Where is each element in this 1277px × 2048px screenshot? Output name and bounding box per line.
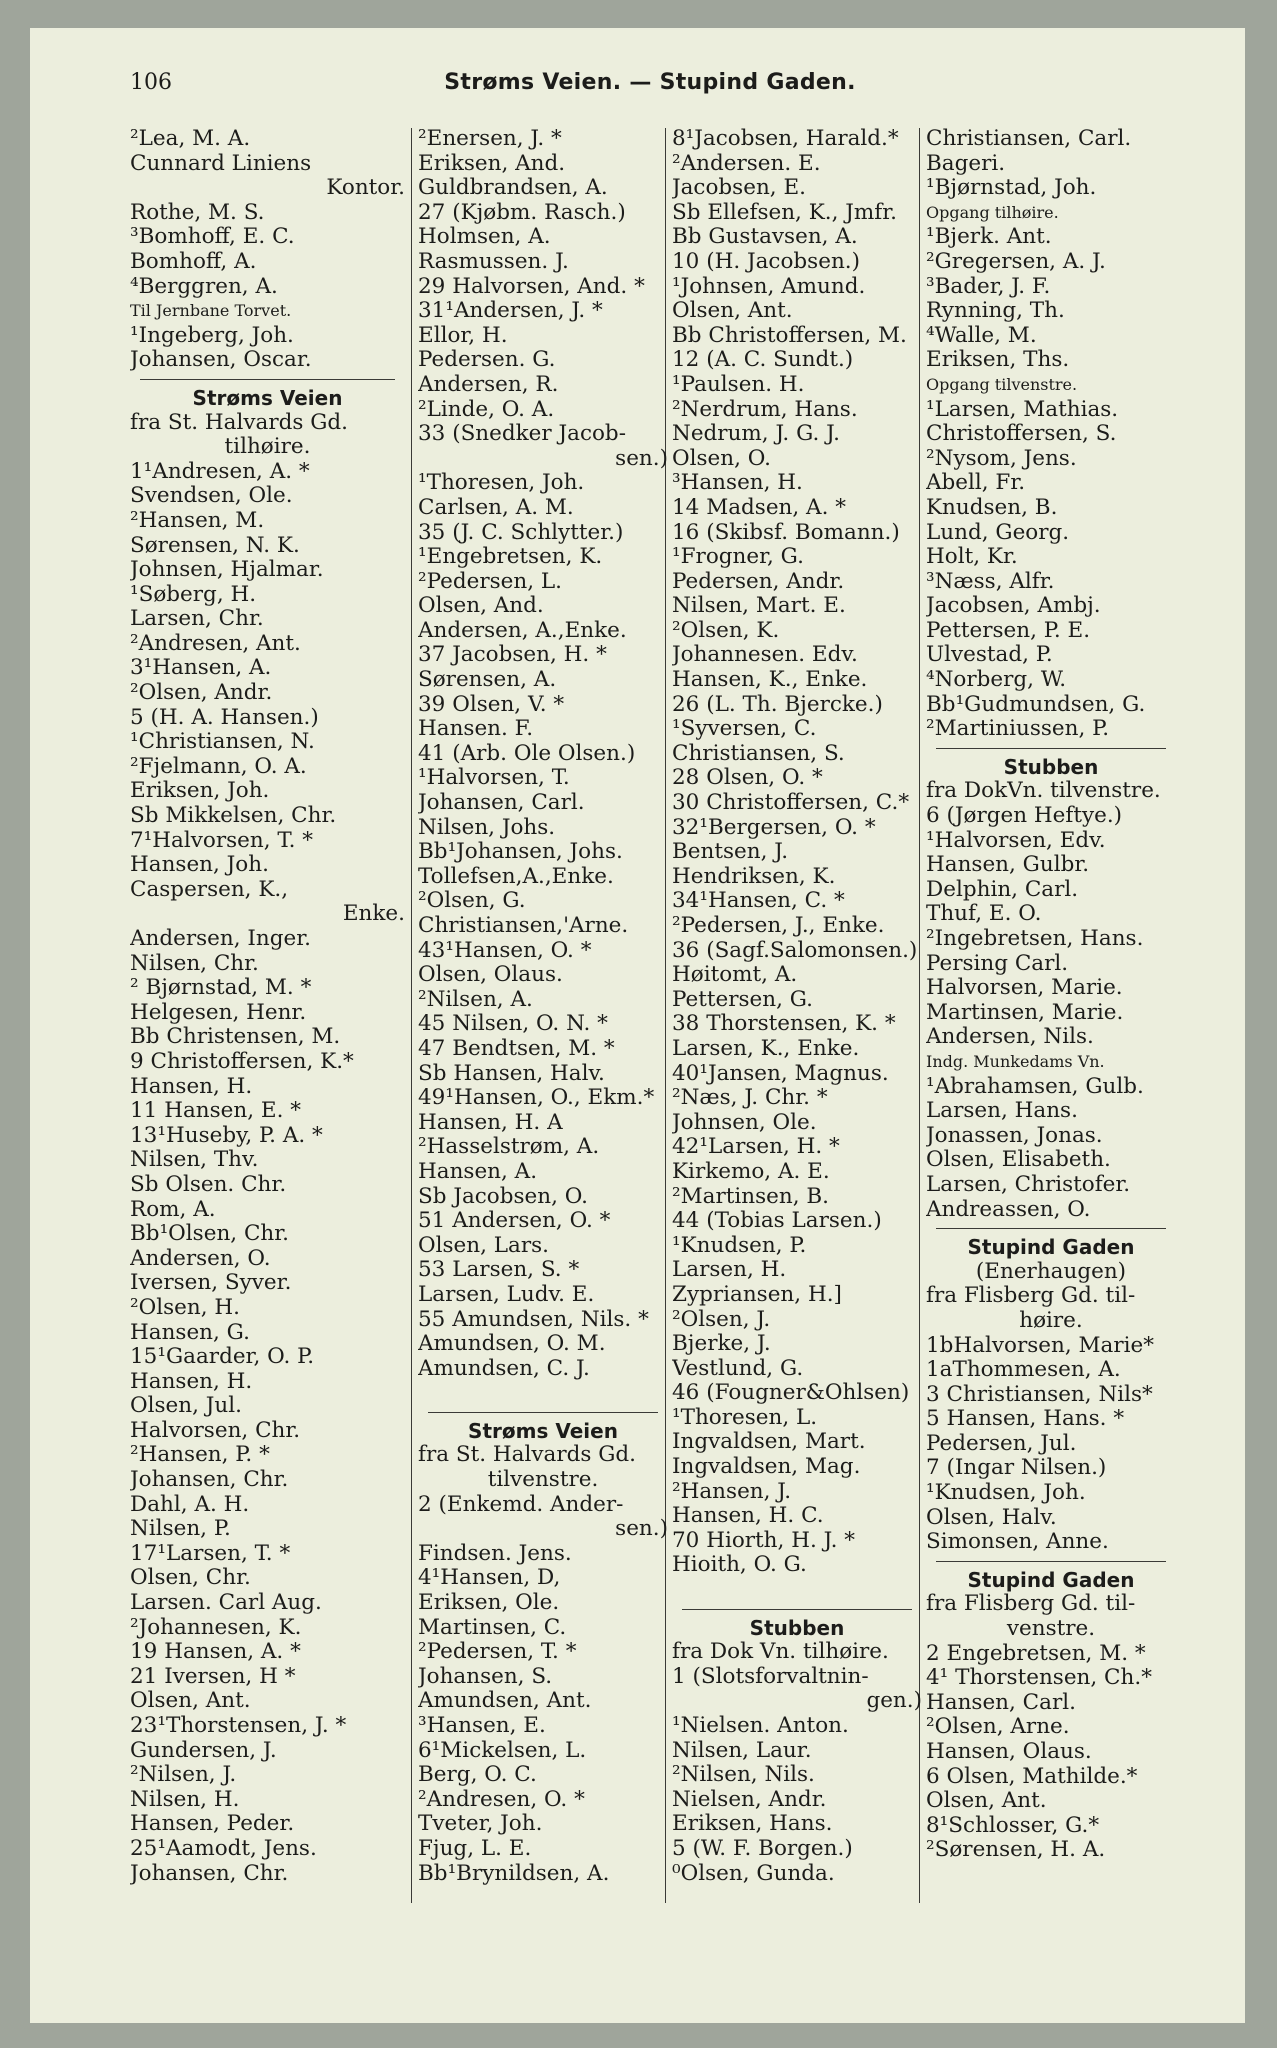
directory-entry: Persing Carl. bbox=[926, 951, 1069, 976]
directory-entry: 15¹Gaarder, O. P. bbox=[130, 1345, 315, 1370]
directory-entry: ¹Knudsen, Joh. bbox=[926, 1481, 1086, 1506]
directory-entry: Olsen, O. bbox=[672, 446, 771, 471]
directory-entry: Dahl, A. H. bbox=[130, 1492, 250, 1517]
directory-entry: Hioith, O. G. bbox=[672, 1553, 807, 1578]
directory-entry: ¹Thoresen, Joh. bbox=[418, 471, 585, 496]
directory-entry: Olsen, Ant. bbox=[672, 299, 793, 324]
directory-entry: Olsen, Halv. bbox=[926, 1505, 1057, 1530]
directory-column-2 bbox=[418, 127, 668, 1886]
directory-entry: Bb Christensen, M. bbox=[130, 1025, 341, 1050]
directory-entry: Knudsen, B. bbox=[926, 495, 1058, 520]
street-heading: Stubben bbox=[1003, 754, 1099, 779]
column-divider bbox=[411, 128, 412, 1903]
directory-entry: 29 Halvorsen, And. * bbox=[418, 274, 645, 299]
directory-entry: 35 (J. C. Schlytter.) bbox=[418, 520, 624, 545]
directory-entry: Fjug, L. E. bbox=[418, 1836, 532, 1861]
directory-entry: ²Nilsen, A. bbox=[418, 987, 533, 1012]
section-note: Indg. Munkedams Vn. bbox=[926, 1051, 1105, 1071]
directory-entry: ²Pedersen, T. * bbox=[418, 1640, 577, 1665]
street-heading: Strøms Veien bbox=[192, 385, 343, 410]
directory-column-4 bbox=[926, 127, 1176, 1863]
directory-entry: 23¹Thorstensen, J. * bbox=[130, 1714, 347, 1738]
directory-entry: Abell, Fr. bbox=[926, 471, 1026, 496]
directory-entry: 37 Jacobsen, H. * bbox=[418, 643, 607, 668]
directory-entry: 46 (Fougner&Ohlsen) bbox=[672, 1381, 910, 1406]
directory-entry: ¹Engebretsen, K. bbox=[418, 545, 603, 570]
directory-entry: Nedrum, J. G. J. bbox=[672, 422, 840, 447]
directory-entry: 4¹ Thorstensen, Ch.* bbox=[926, 1666, 1152, 1691]
directory-entry: Larsen. Carl Aug. bbox=[130, 1591, 322, 1616]
directory-entry: Nilsen, Thv. bbox=[130, 1148, 259, 1173]
directory-entry: 25¹Aamodt, Jens. bbox=[130, 1836, 317, 1861]
directory-entry: Halvorsen, Chr. bbox=[130, 1418, 301, 1443]
directory-entry: Carlsen, A. M. bbox=[418, 495, 574, 520]
directory-entry: Andersen, Nils. bbox=[926, 1025, 1094, 1050]
directory-entry: 6 (Jørgen Heftye.) bbox=[926, 804, 1123, 829]
section-note: Opgang tilhøire. bbox=[926, 202, 1059, 222]
directory-entry: ¹Paulsen. H. bbox=[672, 372, 805, 397]
directory-entry: 1aThommesen, A. bbox=[926, 1358, 1121, 1383]
directory-entry: Svendsen, Ole. bbox=[130, 484, 293, 509]
directory-entry: Holmsen, A. bbox=[418, 225, 551, 250]
directory-entry: Sb Ellefsen, K., Jmfr. bbox=[672, 200, 898, 225]
directory-entry: Nilsen, H. bbox=[130, 1787, 240, 1812]
section-rule bbox=[936, 1228, 1166, 1229]
directory-entry: Christiansen, S. bbox=[672, 741, 845, 766]
directory-entry: ²Martinsen, B. bbox=[672, 1184, 829, 1209]
directory-entry: Rom, A. bbox=[130, 1197, 216, 1222]
directory-entry: 41 (Arb. Ole Olsen.) bbox=[418, 741, 636, 766]
directory-entry: Enke. bbox=[342, 902, 405, 927]
directory-entry: ³Hansen, E. bbox=[418, 1714, 546, 1738]
directory-entry: ² Bjørnstad, M. * bbox=[130, 976, 312, 1001]
directory-entry: Guldbrandsen, A. bbox=[418, 176, 608, 201]
directory-entry: 19 Hansen, A. * bbox=[130, 1640, 301, 1665]
directory-entry: Eriksen, And. bbox=[418, 151, 566, 176]
directory-entry: Tollefsen,A.,Enke. bbox=[418, 864, 614, 889]
directory-entry: Bageri. bbox=[926, 151, 1006, 176]
page-number: 106 bbox=[130, 70, 172, 95]
directory-entry: Eriksen, Ths. bbox=[926, 348, 1070, 373]
directory-entry: 7¹Halvorsen, T. * bbox=[130, 828, 313, 853]
directory-entry: Caspersen, K., bbox=[130, 877, 289, 902]
directory-entry: Olsen, Olaus. bbox=[418, 963, 563, 988]
directory-entry: Johansen, Oscar. bbox=[130, 348, 312, 373]
directory-entry: ²Nilsen, Nils. bbox=[672, 1763, 815, 1788]
directory-entry: sen.) bbox=[615, 1517, 668, 1542]
directory-entry: ¹Syversen, C. bbox=[672, 717, 817, 742]
directory-entry: Olsen, And. bbox=[418, 594, 544, 619]
directory-entry: ²Sørensen, H. A. bbox=[926, 1838, 1106, 1863]
directory-entry: Helgesen, Henr. bbox=[130, 1000, 307, 1025]
directory-entry: 30 Christoffersen, C.* bbox=[672, 791, 910, 816]
directory-entry: ²Hansen, P. * bbox=[130, 1443, 270, 1468]
directory-entry: ¹Nielsen. Anton. bbox=[672, 1714, 849, 1738]
directory-entry: 5 (H. A. Hansen.) bbox=[130, 705, 319, 730]
directory-entry: 1bHalvorsen, Marie* bbox=[926, 1333, 1154, 1358]
section-note: Opgang tilvenstre. bbox=[926, 374, 1078, 394]
directory-entry: 33 (Snedker Jacob- bbox=[418, 422, 626, 447]
directory-entry: Berg, O. C. bbox=[418, 1763, 537, 1788]
directory-entry: Nilsen, P. bbox=[130, 1517, 231, 1542]
directory-entry: fra Flisberg Gd. til- bbox=[926, 1592, 1136, 1617]
directory-entry: Martinsen, C. bbox=[418, 1615, 567, 1640]
directory-entry: 42¹Larsen, H. * bbox=[672, 1135, 840, 1160]
directory-entry: ²Hasselstrøm, A. bbox=[418, 1135, 600, 1160]
directory-entry: Vestlund, G. bbox=[672, 1356, 804, 1381]
directory-entry: 26 (L. Th. Bjercke.) bbox=[672, 692, 883, 717]
directory-entry: ¹Ingeberg, Joh. bbox=[130, 323, 294, 348]
directory-entry: Kontor. bbox=[326, 176, 405, 201]
directory-entry: Bb¹Johansen, Johs. bbox=[418, 840, 623, 865]
directory-entry: Amundsen, Ant. bbox=[418, 1689, 592, 1714]
directory-entry: 32¹Bergersen, O. * bbox=[672, 815, 876, 840]
directory-entry: ⁴Berggren, A. bbox=[130, 274, 278, 299]
directory-entry: ²Fjelmann, O. A. bbox=[130, 754, 307, 779]
street-heading: Stupind Gaden bbox=[967, 1567, 1135, 1592]
directory-entry: 9 Christoffersen, K.* bbox=[130, 1049, 354, 1074]
directory-entry: Christoffersen, S. bbox=[926, 422, 1117, 447]
directory-entry: 45 Nilsen, O. N. * bbox=[418, 1012, 608, 1037]
directory-entry: venstre. bbox=[1006, 1617, 1096, 1642]
directory-entry: ²Andresen, O. * bbox=[418, 1787, 585, 1812]
section-rule bbox=[936, 1561, 1166, 1562]
directory-entry: 40¹Jansen, Magnus. bbox=[672, 1061, 889, 1086]
directory-entry: Nilsen, Laur. bbox=[672, 1738, 812, 1763]
directory-entry: Andreassen, O. bbox=[926, 1197, 1091, 1222]
directory-entry: ²Olsen, Arne. bbox=[926, 1715, 1070, 1740]
directory-entry: ²Olsen, Andr. bbox=[130, 681, 273, 706]
directory-entry: Nilsen, Mart. E. bbox=[672, 594, 846, 619]
directory-entry: 14 Madsen, A. * bbox=[672, 495, 847, 520]
directory-entry: Andersen, Inger. bbox=[130, 927, 311, 951]
directory-entry: Hansen, K., Enke. bbox=[672, 668, 868, 693]
directory-entry: Bb¹Olsen, Chr. bbox=[130, 1222, 290, 1247]
directory-entry: Cunnard Liniens bbox=[130, 151, 312, 176]
page-header bbox=[130, 70, 1170, 110]
directory-entry: ¹Søberg, H. bbox=[130, 582, 257, 607]
directory-entry: Olsen, Chr. bbox=[130, 1566, 251, 1591]
directory-entry: ¹Larsen, Mathias. bbox=[926, 397, 1119, 422]
directory-entry: 31¹Andersen, J. * bbox=[418, 299, 603, 324]
directory-entry: Holt, Kr. bbox=[926, 545, 1018, 570]
directory-entry: Rothe, M. S. bbox=[130, 200, 265, 225]
directory-entry: fra DokVn. tilvenstre. bbox=[926, 779, 1161, 804]
section-rule bbox=[428, 1412, 658, 1413]
section-rule bbox=[140, 379, 395, 380]
directory-entry: 10 (H. Jacobsen.) bbox=[672, 249, 861, 274]
directory-entry: Tveter, Joh. bbox=[418, 1812, 543, 1837]
directory-entry: Andersen, R. bbox=[418, 372, 559, 397]
directory-entry: Eriksen, Hans. bbox=[672, 1812, 833, 1837]
directory-entry: Johansen, S. bbox=[418, 1664, 553, 1689]
directory-entry: 28 Olsen, O. * bbox=[672, 766, 823, 791]
directory-entry: Larsen, Hans. bbox=[926, 1099, 1078, 1124]
directory-entry: fra Dok Vn. tilhøire. bbox=[672, 1640, 889, 1665]
directory-entry: 6¹Mickelsen, L. bbox=[418, 1738, 587, 1763]
directory-entry: 3 Christiansen, Nils* bbox=[926, 1382, 1153, 1407]
directory-entry: Bentsen, J. bbox=[672, 840, 789, 865]
directory-entry: 16 (Skibsf. Bomann.) bbox=[672, 520, 900, 545]
directory-entry: 51 Andersen, O. * bbox=[418, 1209, 611, 1234]
directory-entry: ²Nysom, Jens. bbox=[926, 446, 1077, 471]
directory-entry: ³Bader, J. F. bbox=[926, 274, 1051, 299]
directory-entry: 47 Bendtsen, M. * bbox=[418, 1036, 615, 1061]
directory-entry: ¹Christiansen, N. bbox=[130, 730, 315, 755]
directory-entry: ²Lea, M. A. bbox=[130, 127, 251, 151]
directory-entry: Olsen, Jul. bbox=[130, 1394, 242, 1419]
directory-entry: ¹Bjørnstad, Joh. bbox=[926, 176, 1097, 201]
directory-entry: ²Ingebretsen, Hans. bbox=[926, 927, 1144, 951]
directory-entry: Hansen, H. bbox=[130, 1369, 253, 1394]
directory-entry: Thuf, E. O. bbox=[926, 902, 1042, 927]
directory-entry: Jacobsen, E. bbox=[672, 176, 806, 201]
directory-entry: 7 (Ingar Nilsen.) bbox=[926, 1456, 1107, 1481]
directory-entry: tilvenstre. bbox=[487, 1468, 599, 1493]
section-note: Til Jernbane Torvet. bbox=[130, 301, 292, 321]
directory-entry: Larsen, K., Enke. bbox=[672, 1036, 860, 1061]
directory-entry: 1 (Slotsforvaltnin- bbox=[672, 1664, 869, 1689]
directory-entry: ²Hansen, M. bbox=[130, 508, 265, 533]
directory-entry: Andersen, A.,Enke. bbox=[418, 618, 627, 643]
directory-entry: Bomhoff, A. bbox=[130, 249, 257, 274]
directory-entry: Ulvestad, P. bbox=[926, 643, 1053, 668]
directory-entry: ¹Halvorsen, T. bbox=[418, 766, 570, 791]
directory-entry: Hansen, Peder. bbox=[130, 1812, 295, 1837]
directory-entry: Olsen, Ant. bbox=[130, 1689, 251, 1714]
directory-column-3 bbox=[672, 127, 922, 1886]
directory-entry: Johannesen. Edv. bbox=[672, 643, 858, 668]
directory-entry: ⁰Olsen, Gunda. bbox=[672, 1861, 835, 1886]
directory-entry: Olsen, Ant. bbox=[926, 1789, 1047, 1814]
directory-entry: 1¹Andresen, A. * bbox=[130, 459, 310, 484]
directory-entry: fra St. Halvards Gd. bbox=[130, 410, 349, 435]
section-rule bbox=[682, 1609, 912, 1610]
directory-entry: ²Martiniussen, P. bbox=[926, 717, 1110, 742]
directory-entry: Sørensen, N. K. bbox=[130, 533, 300, 558]
directory-entry: ²Andresen, Ant. bbox=[130, 631, 301, 656]
directory-entry: Ingvaldsen, Mag. bbox=[672, 1455, 861, 1480]
directory-entry: Larsen, Christofer. bbox=[926, 1172, 1131, 1197]
directory-entry: Hansen, G. bbox=[130, 1320, 250, 1345]
directory-entry: Høitomt, A. bbox=[672, 963, 798, 988]
directory-entry: Pedersen, Andr. bbox=[672, 569, 845, 594]
directory-entry: ²Linde, O. A. bbox=[418, 397, 555, 422]
directory-entry: fra St. Halvards Gd. bbox=[418, 1443, 637, 1468]
directory-entry: Andersen, O. bbox=[130, 1246, 271, 1271]
directory-entry: Sørensen, A. bbox=[418, 668, 557, 693]
directory-entry: Eriksen, Ole. bbox=[418, 1591, 560, 1616]
directory-entry: 21 Iversen, H * bbox=[130, 1664, 296, 1689]
directory-entry: Sb Olsen. Chr. bbox=[130, 1172, 287, 1197]
directory-entry: Amundsen, O. M. bbox=[418, 1332, 606, 1357]
directory-entry: 43¹Hansen, O. * bbox=[418, 938, 592, 963]
directory-entry: Nilsen, Chr. bbox=[130, 951, 259, 976]
directory-entry: Jonassen, Jonas. bbox=[926, 1123, 1103, 1148]
directory-entry: ²Næs, J. Chr. * bbox=[672, 1086, 828, 1111]
directory-entry: ²Pedersen, J., Enke. bbox=[672, 914, 885, 938]
directory-entry: 6 Olsen, Mathilde.* bbox=[926, 1764, 1138, 1789]
directory-entry: Lund, Georg. bbox=[926, 520, 1070, 545]
directory-entry: ³Næss, Alfr. bbox=[926, 569, 1055, 594]
spacer bbox=[418, 1381, 668, 1406]
directory-entry: Martinsen, Marie. bbox=[926, 1000, 1124, 1025]
directory-entry: Bb Christoffersen, M. bbox=[672, 323, 907, 348]
directory-entry: Larsen, H. bbox=[672, 1258, 787, 1283]
directory-entry: Christiansen, Carl. bbox=[926, 127, 1132, 151]
directory-entry: Hansen, H. C. bbox=[672, 1504, 824, 1529]
directory-entry: Bb¹Gudmundsen, G. bbox=[926, 692, 1146, 717]
directory-entry: Hansen. F. bbox=[418, 717, 534, 742]
directory-entry: 12 (A. C. Sundt.) bbox=[672, 348, 854, 373]
directory-entry: 36 (Sagf.Salomonsen.) bbox=[672, 938, 918, 963]
directory-entry: ²Gregersen, A. J. bbox=[926, 249, 1106, 274]
directory-entry: Eriksen, Joh. bbox=[130, 779, 270, 804]
directory-entry: 70 Hiorth, H. J. * bbox=[672, 1528, 855, 1553]
directory-entry: Kirkemo, A. E. bbox=[672, 1159, 830, 1184]
directory-entry: 44 (Tobias Larsen.) bbox=[672, 1209, 882, 1234]
directory-entry: ²Enersen, J. * bbox=[418, 127, 562, 151]
directory-entry: Nielsen, Andr. bbox=[672, 1787, 827, 1812]
directory-entry: ²Hansen, J. bbox=[672, 1479, 792, 1504]
directory-entry: Iversen, Syver. bbox=[130, 1271, 292, 1296]
directory-entry: 5 (W. F. Borgen.) bbox=[672, 1836, 853, 1861]
directory-entry: ¹Johnsen, Amund. bbox=[672, 274, 866, 299]
directory-entry: ²Nerdrum, Hans. bbox=[672, 397, 858, 422]
directory-entry: ³Hansen, H. bbox=[672, 471, 803, 496]
directory-entry: ¹Halvorsen, Edv. bbox=[926, 828, 1106, 853]
directory-entry: Hansen, H. A bbox=[418, 1110, 563, 1135]
directory-entry: fra Flisberg Gd. til- bbox=[926, 1284, 1136, 1309]
directory-entry: Johansen, Chr. bbox=[130, 1861, 289, 1886]
directory-entry: gen.) bbox=[866, 1689, 922, 1714]
directory-entry: Bb Gustavsen, A. bbox=[672, 225, 858, 250]
directory-entry: ²Olsen, G. bbox=[418, 889, 526, 914]
directory-entry: 34¹Hansen, C. * bbox=[672, 889, 845, 914]
directory-entry: ⁴Walle, M. bbox=[926, 323, 1037, 348]
street-heading: Stupind Gaden bbox=[967, 1235, 1135, 1260]
directory-entry: Zypriansen, H.] bbox=[672, 1282, 842, 1307]
directory-entry: Pedersen, Jul. bbox=[926, 1431, 1077, 1456]
directory-entry: Rasmussen. J. bbox=[418, 249, 569, 274]
directory-entry: Hansen, Olaus. bbox=[926, 1740, 1092, 1764]
directory-entry: Hansen, Joh. bbox=[130, 853, 269, 878]
directory-entry: Bb¹Brynildsen, A. bbox=[418, 1861, 610, 1886]
directory-entry: Rynning, Th. bbox=[926, 299, 1065, 324]
directory-entry: ¹Abrahamsen, Gulb. bbox=[926, 1074, 1144, 1099]
directory-entry: 8¹Schlosser, G.* bbox=[926, 1813, 1100, 1838]
directory-entry: Hendriksen, K. bbox=[672, 864, 836, 889]
directory-entry: ²Nilsen, J. bbox=[130, 1763, 237, 1788]
directory-entry: ¹Bjerk. Ant. bbox=[926, 225, 1052, 250]
directory-entry: ²Johannesen, K. bbox=[130, 1615, 302, 1640]
street-heading: Strøms Veien bbox=[468, 1418, 618, 1443]
spacer bbox=[672, 1578, 922, 1603]
directory-entry: ²Olsen, J. bbox=[672, 1307, 771, 1332]
directory-entry: høire. bbox=[1019, 1308, 1083, 1333]
directory-entry: ⁴Norberg, W. bbox=[926, 668, 1067, 693]
directory-entry: Larsen, Chr. bbox=[130, 607, 264, 632]
directory-entry: ²Pedersen, L. bbox=[418, 569, 562, 594]
directory-entry: Pettersen, G. bbox=[672, 987, 814, 1012]
directory-entry: ¹Thoresen, L. bbox=[672, 1405, 818, 1430]
section-rule bbox=[936, 748, 1166, 749]
directory-entry: ²Andersen. E. bbox=[672, 151, 821, 176]
directory-entry: Ellor, H. bbox=[418, 323, 508, 348]
directory-entry: 17¹Larsen, T. * bbox=[130, 1541, 291, 1566]
directory-entry: Olsen, Lars. bbox=[418, 1233, 550, 1258]
directory-entry: 3¹Hansen, A. bbox=[130, 656, 272, 681]
directory-entry: Johansen, Carl. bbox=[418, 791, 585, 816]
directory-entry: Pedersen. G. bbox=[418, 348, 556, 373]
directory-column-1 bbox=[130, 127, 405, 1886]
directory-entry: Findsen. Jens. bbox=[418, 1541, 572, 1566]
directory-entry: Hansen, A. bbox=[418, 1159, 538, 1184]
directory-entry: ³Bomhoff, E. C. bbox=[130, 225, 295, 250]
directory-entry: Amundsen, C. J. bbox=[418, 1356, 590, 1381]
directory-entry: Christiansen,'Arne. bbox=[418, 914, 629, 938]
directory-entry: Jacobsen, Ambj. bbox=[926, 594, 1101, 619]
directory-entry: Simonsen, Anne. bbox=[926, 1530, 1109, 1555]
directory-entry: Hansen, Carl. bbox=[926, 1690, 1076, 1715]
directory-entry: Larsen, Ludv. E. bbox=[418, 1282, 595, 1307]
directory-entry: Sb Mikkelsen, Chr. bbox=[130, 804, 337, 829]
directory-entry: Johnsen, Ole. bbox=[672, 1110, 817, 1135]
directory-entry: 13¹Huseby, P. A. * bbox=[130, 1123, 323, 1148]
directory-entry: Hansen, H. bbox=[130, 1074, 253, 1099]
directory-entry: (Enerhaugen) bbox=[975, 1259, 1127, 1284]
directory-entry: Johansen, Chr. bbox=[130, 1468, 289, 1493]
directory-entry: Gundersen, J. bbox=[130, 1738, 277, 1763]
directory-entry: 2 Engebretsen, M. * bbox=[926, 1641, 1146, 1666]
directory-entry: 53 Larsen, S. * bbox=[418, 1258, 580, 1283]
directory-entry: ²Olsen, K. bbox=[672, 618, 780, 643]
directory-entry: Hansen, Gulbr. bbox=[926, 853, 1090, 878]
street-heading: Stubben bbox=[749, 1615, 845, 1640]
directory-entry: Halvorsen, Marie. bbox=[926, 976, 1123, 1001]
directory-entry: 11 Hansen, E. * bbox=[130, 1099, 301, 1124]
directory-entry: 49¹Hansen, O., Ekm.* bbox=[418, 1086, 655, 1111]
directory-entry: Johnsen, Hjalmar. bbox=[130, 558, 324, 583]
directory-entry: ¹Knudsen, P. bbox=[672, 1233, 807, 1258]
directory-entry: Delphin, Carl. bbox=[926, 877, 1079, 902]
directory-entry: 55 Amundsen, Nils. * bbox=[418, 1307, 649, 1332]
directory-entry: tilhøire. bbox=[224, 435, 311, 460]
directory-entry: Nilsen, Johs. bbox=[418, 815, 556, 840]
directory-entry: Bjerke, J. bbox=[672, 1332, 771, 1357]
directory-entry: Sb Jacobsen, O. bbox=[418, 1184, 588, 1209]
directory-entry: 39 Olsen, V. * bbox=[418, 692, 565, 717]
directory-entry: 2 (Enkemd. Ander- bbox=[418, 1492, 624, 1517]
directory-entry: Olsen, Elisabeth. bbox=[926, 1148, 1111, 1173]
directory-entry: 38 Thorstensen, K. * bbox=[672, 1012, 896, 1037]
directory-entry: Pettersen, P. E. bbox=[926, 618, 1091, 643]
directory-entry: ²Olsen, H. bbox=[130, 1295, 240, 1320]
directory-entry: 4¹Hansen, D, bbox=[418, 1566, 561, 1591]
directory-entry: Sb Hansen, Halv. bbox=[418, 1061, 605, 1086]
directory-entry: 5 Hansen, Hans. * bbox=[926, 1407, 1125, 1432]
directory-entry: 8¹Jacobsen, Harald.* bbox=[672, 127, 899, 151]
directory-entry: Ingvaldsen, Mart. bbox=[672, 1430, 866, 1455]
directory-entry: ¹Frogner, G. bbox=[672, 545, 804, 570]
directory-entry: 27 (Kjøbm. Rasch.) bbox=[418, 200, 626, 225]
page-title: Strøms Veien. — Stupind Gaden. bbox=[444, 70, 856, 95]
directory-entry: sen.) bbox=[615, 446, 668, 471]
